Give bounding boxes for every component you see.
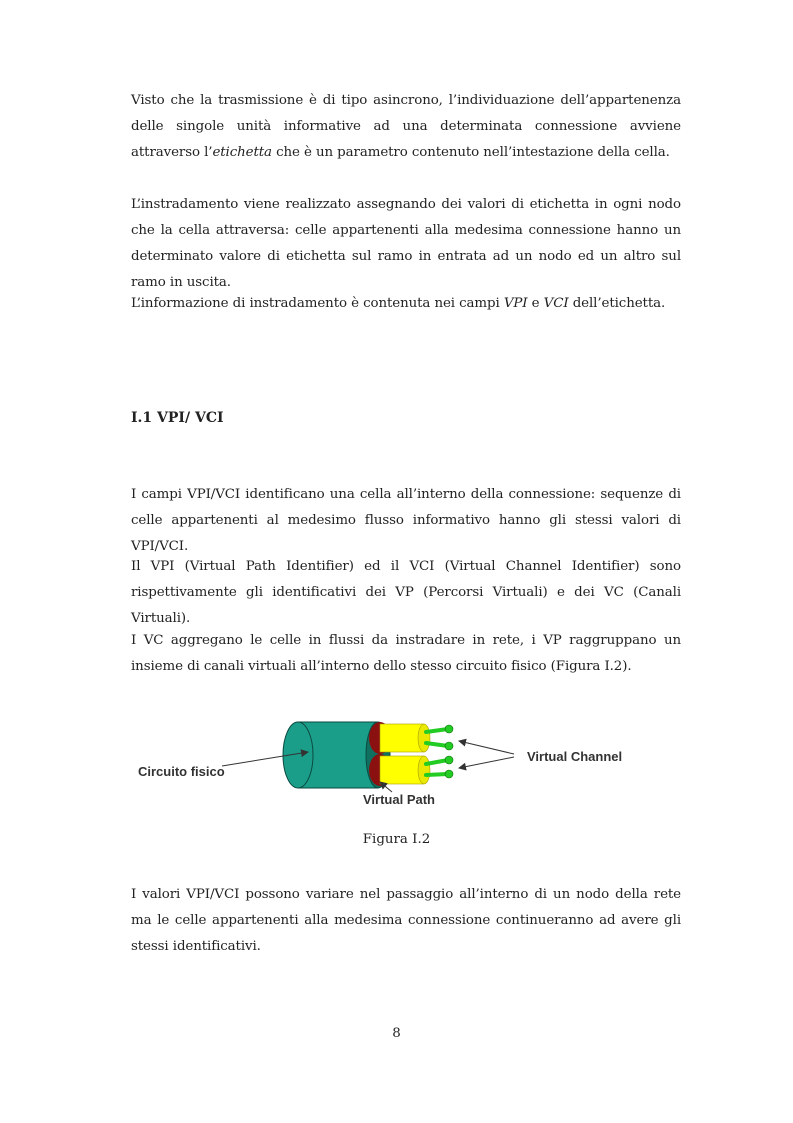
label-circuito-fisico: Circuito fisico (138, 764, 225, 779)
virtual-path-lower (369, 754, 430, 786)
paragraph-4: I campi VPI/VCI identificano una cella all’interno della connessione: sequenze di celle appartenenti al medesimo flusso informativo hanno gli stessi valori di VPI/VCI. (131, 487, 681, 554)
label-virtual-channel: Virtual Channel (527, 749, 623, 764)
page-number: 8 (392, 1026, 401, 1041)
paragraph-2: L’instradamento viene realizzato assegnando dei valori di etichetta in ogni nodo che la cella attraversa: celle appartenenti alla medesima connessione hanno un determinato valore di etichetta sul ramo in entrata ad un nodo ed un altro sul ramo in uscita. (131, 197, 681, 290)
paragraph-3: L’informazione di instradamento è contenuta nei campi VPI e VCI dell’etichetta. (131, 296, 666, 311)
arrow-channel-upper (459, 741, 514, 754)
section-heading: I.1 VPI/ VCI (131, 410, 224, 426)
paragraph-5: Il VPI (Virtual Path Identifier) ed il VCI (Virtual Channel Identifier) sono rispettivamente gli identificativi dei VP (Percorsi Virtuali) e dei VC (Canali Virtuali). (131, 559, 681, 626)
virtual-path-upper (369, 722, 430, 754)
paragraph-6: I VC aggregano le celle in flussi da instradare in rete, i VP raggruppano un insieme di canali virtuali all’interno dello stesso circuito fisico (Figura I.2). (131, 633, 681, 674)
label-virtual-path: Virtual Path (363, 792, 436, 807)
figure-caption: Figura I.2 (362, 832, 431, 847)
arrow-channel-lower (459, 757, 514, 768)
virtual-channel-tips (445, 725, 453, 778)
paragraph-7: I valori VPI/VCI possono variare nel passaggio all’interno di un nodo della rete ma le celle appartenenti alla medesima connessione continueranno ad avere gli stessi identificativi. (131, 887, 681, 954)
vpi-vci-figure (130, 710, 650, 820)
paragraph-1: Visto che la trasmissione è di tipo asincrono, l’individuazione dell’appartenenza delle singole unità informative ad una determinata connessione avviene attraverso l’etichetta che è un parametro contenuto nell’intestazione della cella. (131, 93, 681, 160)
